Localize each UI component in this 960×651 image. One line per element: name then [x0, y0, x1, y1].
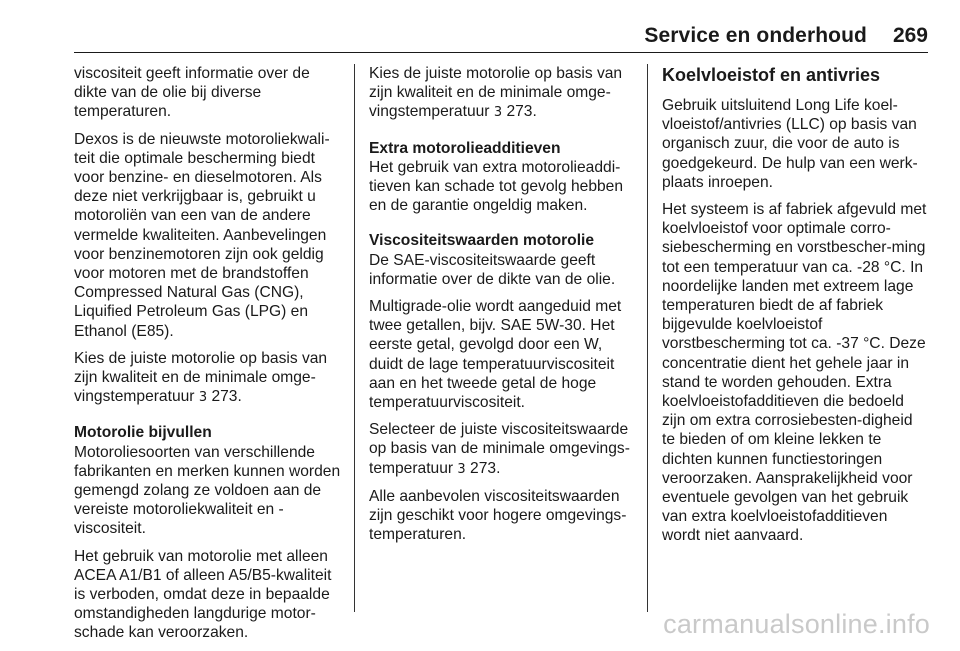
- page-header: [74, 26, 928, 53]
- column-left: [74, 64, 342, 651]
- column-divider: [354, 64, 355, 612]
- paragraph: Dexos is de nieuwste motoroliekwali-teit die optimale bescherming biedt voor benzine- en dieselmotoren. Als deze niet verkrijgbaar is, gebruikt u motoroliën van een van de andere vermelde kwaliteiten. Aanbevelingen voor benzinemotoren zijn ook geldig voor motoren met de brandstoffen Compressed Natural Gas (CNG), Liquified Petroleum Gas (LPG) en Ethanol (E85).: [74, 130, 330, 340]
- paragraph: Het gebruik van extra motorolieaddi-tieven kan schade tot gevolg hebben en de garantie ongeldig maken.: [369, 158, 624, 215]
- page-number: 269: [892, 24, 928, 47]
- paragraph: Multigrade-olie wordt aangeduid met twee getallen, bijv. SAE 5W-30. Het eerste getal, gevolgd door een W, duidt de lage temperatuurviscositeit aan en het tweede getal de hoge temperatuurviscositeit.: [369, 298, 622, 412]
- subheading: Motorolie bijvullen: [74, 424, 212, 442]
- page-reference[interactable]: 273.: [506, 103, 537, 121]
- paragraph: Alle aanbevolen viscositeitswaarden zijn geschikt voor hogere omgevings-temperaturen.: [369, 487, 627, 544]
- paragraph: De SAE-viscositeitswaarde geeft informatie over de dikte van de olie.: [369, 251, 616, 288]
- paragraph: Het systeem is af fabriek afgevuld met koelvloeistof voor optimale corro-siebescherming en vorstbescher-ming tot een temperatuur van ca. -28 °C. In noordelijke landen met extreem lage temperaturen biedt de af fabriek bijgevulde koelvloeistof vorstbescherming tot ca. -37 °C. Deze concentratie dient het gehele jaar in stand te worden gehouden. Extra koelvloeistofadditieven die bedoeld zijn om extra corrosiebesten-digheid te bieden of om kleine lekken te dichten kunnen functiestoringen veroorzaken. Aansprakelijkheid voor eventuele gevolgen van het gebruik van extra koelvloeistofadditieven wordt niet aanvaard.: [662, 201, 927, 545]
- paragraph: Gebruik uitsluitend Long Life koel-vloeistof/antivries (LLC) op basis van organisch zuur, die voor de auto is goedgekeurd. De hulp van een werk-plaats inroepen.: [662, 97, 918, 191]
- page-reference-icon: 3: [457, 461, 466, 477]
- subheading: Viscositeitswaarden motorolie: [369, 232, 595, 250]
- paragraph-with-reference: Selecteer de juiste viscositeitswaarde op basis van de minimale omgevings-temperatuur 3 273.: [369, 421, 630, 477]
- column-right: [662, 64, 928, 554]
- page-reference[interactable]: 273.: [470, 459, 501, 477]
- section-heading: Koelvloeistof en antivries: [662, 65, 881, 85]
- page-reference-icon: 3: [493, 105, 503, 121]
- paragraph: Motoroliesoorten van verschillende fabrikanten en merken kunnen worden gemengd zolang ze voldoen aan de vereiste motoroliekwaliteit en -viscositeit.: [74, 443, 341, 538]
- subheading: Extra motorolieadditieven: [369, 139, 561, 157]
- paragraph: viscositeit geeft informatie over de dikte van de olie bij diverse temperaturen.: [74, 65, 310, 121]
- page-reference[interactable]: 273.: [211, 388, 242, 406]
- watermark: carmanualsonline.info: [663, 609, 930, 639]
- column-middle: [369, 64, 635, 552]
- paragraph: Het gebruik van motorolie met alleen ACEA A1/B1 of alleen A5/B5-kwaliteit is verboden, omdat deze in bepaalde omstandigheden langdurige motor-schade kan veroorzaken.: [74, 547, 332, 642]
- paragraph-with-reference: Kies de juiste motorolie op basis van zijn kwaliteit en de minimale omge-vingstemperatuur 3 273.: [74, 349, 328, 406]
- section-title: Service en onderhoud: [644, 24, 867, 47]
- column-divider: [647, 64, 648, 612]
- page-reference-icon: 3: [198, 390, 208, 406]
- paragraph-with-reference: Kies de juiste motorolie op basis van zijn kwaliteit en de minimale omge-vingstemperatuur 3 273.: [369, 65, 623, 121]
